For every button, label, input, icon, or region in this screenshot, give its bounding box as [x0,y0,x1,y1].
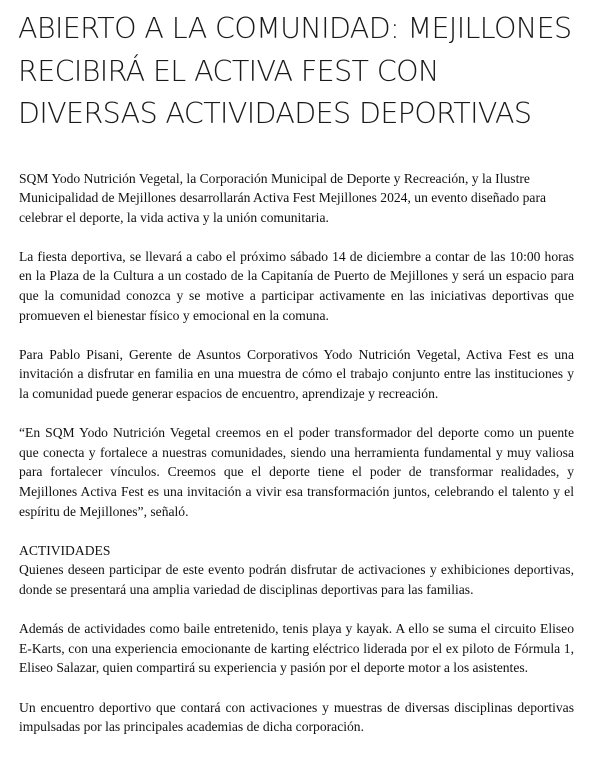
section-heading-activities: ACTIVIDADES [19,542,111,558]
paragraph-activities-intro: Quienes deseen participar de este evento podrán disfrutar de activaciones y exhibiciones deportivas, donde se presentará una amplia variedad de disciplinas deportivas para las familias. [19,562,574,597]
article-title: ABIERTO A LA COMUNIDAD: MEJILLONES RECIBIRÁ EL ACTIVA FEST CON DIVERSAS ACTIVIDADES DEPORTIVAS [18,12,572,130]
paragraph-intro: SQM Yodo Nutrición Vegetal, la Corporación Municipal de Deporte y Recreación, y la Ilustre Municipalidad de Mejillones desarrollarán Activa Fest Mejillones 2024, un evento diseñado para celebrar el deporte, la vida activa y la unión comunitaria. [19,170,547,225]
paragraph-quote: “En SQM Yodo Nutrición Vegetal creemos en el poder transformador del deporte como un puente que conecta y fortalece a nuestras comunidades, siendo una herramienta fundamental y muy valiosa para fortalecer vínculos. Creemos que el deporte tiene el poder de transformar realidades, y Mejillones Activa Fest es una invitación a vivir esa transformación juntos, celebrando el talento y el espíritu de Mejillones”, señaló. [19,425,574,519]
article [19,8,574,756]
paragraph-event-details: La fiesta deportiva, se llevará a cabo el próximo sábado 14 de diciembre a contar de las 10:00 horas en la Plaza de la Cultura a un costado de la Capitanía de Puerto de Mejillones y será un espacio para que la comunidad conozca y se motive a participar activamente en las iniciativas deportivas que promueven el bienestar físico y emocional en la comuna. [19,248,574,323]
paragraph-closing: Un encuentro deportivo que contará con activaciones y muestras de diversas disciplinas deportivas impulsadas por las principales academias de dicha corporación. [19,699,574,735]
article-body [19,169,574,737]
paragraph-pisani: Para Pablo Pisani, Gerente de Asuntos Corporativos Yodo Nutrición Vegetal, Activa Fest es una invitación a disfrutar en familia en una muestra de cómo el trabajo conjunto entre las instituciones y la comunidad puede generar espacios de encuentro, aprendizaje y recreación. [19,346,574,402]
activities-section [19,541,574,600]
paragraph-activities-list: Además de actividades como baile entretenido, tenis playa y kayak. A ello se suma el circuito Eliseo E-Karts, con una experiencia emocionante de karting eléctrico liderada por el ex piloto de Fórmula 1, Eliseo Salazar, quien compartirá su experiencia y pasión por el deporte motor a los asistentes. [19,621,574,676]
